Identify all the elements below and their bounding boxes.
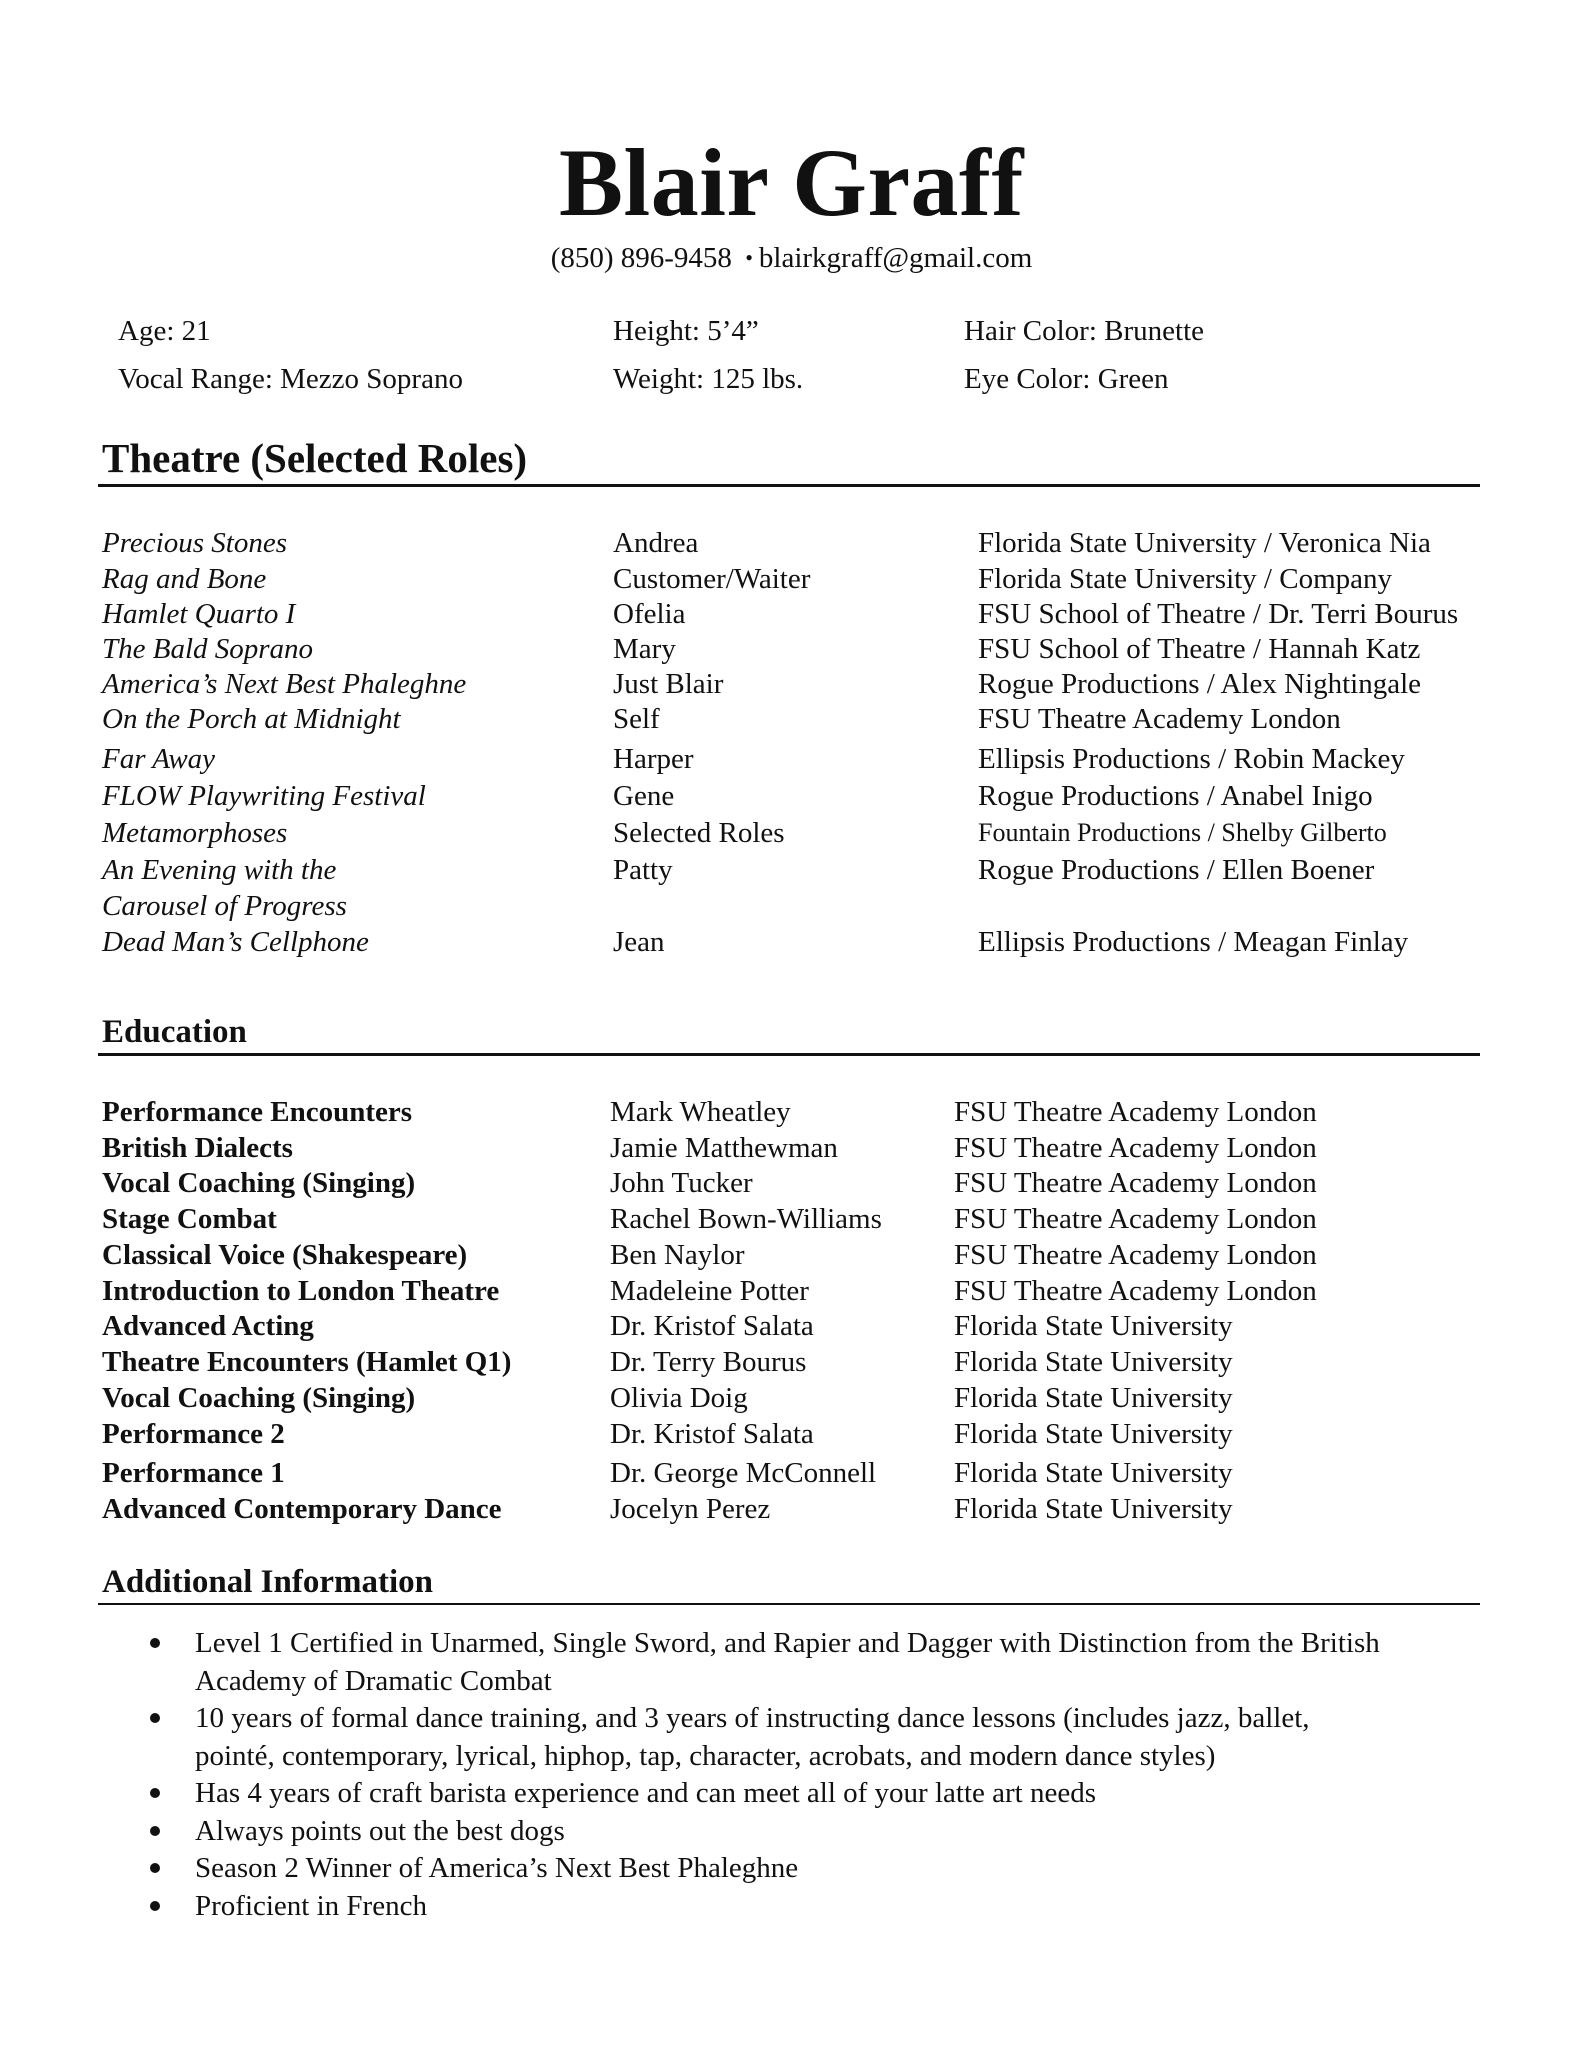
course-name: Stage Combat [102, 1203, 277, 1235]
institution-name: FSU Theatre Academy London [954, 1132, 1317, 1164]
institution-name: Florida State University [954, 1418, 1233, 1450]
theatre-row [0, 631, 1583, 667]
show-title: Far Away [102, 743, 216, 775]
list-item-text: Level 1 Certified in Unarmed, Single Sword, and Rapier and Dagger with Distinction from the British [195, 1627, 1380, 1659]
education-row [0, 1201, 1583, 1237]
list-item-text-continued: Academy of Dramatic Combat [195, 1664, 552, 1697]
role-name: Self [613, 703, 660, 735]
additional-info-list [0, 1625, 1583, 1925]
instructor-name: Olivia Doig [610, 1382, 748, 1414]
list-item [0, 1813, 1583, 1851]
theatre-row [0, 596, 1583, 632]
show-title-continued: Carousel of Progress [102, 890, 347, 922]
company-director: Ellipsis Productions / Meagan Finlay [978, 926, 1409, 958]
education-row [0, 1165, 1583, 1201]
instructor-name: Jocelyn Perez [610, 1493, 771, 1525]
bullet-icon [150, 1826, 160, 1836]
company-director: Ellipsis Productions / Robin Mackey [978, 743, 1405, 775]
role-name: Selected Roles [613, 817, 785, 849]
company-director: FSU Theatre Academy London [978, 703, 1341, 735]
theatre-row-continuation [0, 888, 1583, 924]
course-name: Theatre Encounters (Hamlet Q1) [102, 1346, 512, 1378]
institution-name: Florida State University [954, 1346, 1233, 1378]
company-director: Florida State University / Veronica Nia [978, 527, 1431, 559]
institution-name: FSU Theatre Academy London [954, 1203, 1317, 1235]
list-item [0, 1888, 1583, 1926]
bullet-icon [150, 1788, 160, 1798]
additional-info-section-title: Additional Information [102, 1564, 433, 1600]
show-title: Metamorphoses [102, 817, 288, 849]
stat-age: Age: 21 [118, 315, 211, 347]
contact-separator: • [745, 245, 753, 270]
instructor-name: John Tucker [610, 1167, 753, 1199]
list-item-text: Season 2 Winner of America’s Next Best Phaleghne [195, 1852, 799, 1884]
course-name: Vocal Coaching (Singing) [102, 1167, 416, 1199]
education-row [0, 1308, 1583, 1344]
course-name: Performance 2 [102, 1418, 285, 1450]
show-title: The Bald Soprano [102, 633, 314, 665]
instructor-name: Rachel Bown-Williams [610, 1203, 882, 1235]
show-title: Hamlet Quarto I [102, 598, 296, 630]
theatre-row [0, 815, 1583, 851]
show-title: Precious Stones [102, 527, 287, 559]
education-row [0, 1416, 1583, 1452]
institution-name: Florida State University [954, 1493, 1233, 1525]
phone-number: (850) 896-9458 [550, 242, 732, 274]
bullet-icon [150, 1638, 160, 1648]
show-title: America’s Next Best Phaleghne [102, 668, 467, 700]
institution-name: Florida State University [954, 1382, 1233, 1414]
course-name: British Dialects [102, 1132, 293, 1164]
company-director: Florida State University / Company [978, 563, 1393, 595]
instructor-name: Ben Naylor [610, 1239, 745, 1271]
education-row [0, 1273, 1583, 1309]
show-title: FLOW Playwriting Festival [102, 780, 426, 812]
role-name: Gene [613, 780, 675, 812]
education-divider [98, 1053, 1480, 1056]
theatre-row [0, 525, 1583, 561]
company-director: FSU School of Theatre / Dr. Terri Bourus [978, 598, 1459, 630]
instructor-name: Madeleine Potter [610, 1275, 809, 1307]
course-name: Advanced Contemporary Dance [102, 1493, 502, 1525]
company-director: FSU School of Theatre / Hannah Katz [978, 633, 1421, 665]
theatre-divider [98, 484, 1480, 487]
theatre-row [0, 852, 1583, 888]
course-name: Classical Voice (Shakespeare) [102, 1239, 468, 1271]
institution-name: FSU Theatre Academy London [954, 1096, 1317, 1128]
list-item-text: Always points out the best dogs [195, 1814, 565, 1847]
stat-eye-color: Eye Color: Green [964, 363, 1169, 395]
education-row [0, 1094, 1583, 1130]
contact-line [0, 240, 1583, 276]
list-item [0, 1850, 1583, 1888]
education-row [0, 1455, 1583, 1491]
instructor-name: Dr. Kristof Salata [610, 1418, 814, 1450]
institution-name: FSU Theatre Academy London [954, 1239, 1317, 1271]
show-title: An Evening with the [102, 854, 337, 886]
education-section-title: Education [102, 1014, 247, 1050]
bullet-icon [150, 1901, 160, 1911]
instructor-name: Dr. Kristof Salata [610, 1310, 814, 1342]
bullet-icon [150, 1713, 160, 1723]
list-item-text: 10 years of formal dance training, and 3 years of instructing dance lessons (includes jazz, ballet, [195, 1702, 1310, 1734]
resume-name: Blair Graff [559, 129, 1024, 236]
course-name: Introduction to London Theatre [102, 1275, 500, 1307]
company-director: Rogue Productions / Ellen Boener [978, 854, 1375, 886]
role-name: Ofelia [613, 598, 686, 630]
list-item-text-continued: pointé, contemporary, lyrical, hiphop, tap, character, acrobats, and modern dance styles) [195, 1739, 1216, 1772]
course-name: Performance 1 [102, 1457, 285, 1489]
company-director: Rogue Productions / Anabel Inigo [978, 780, 1373, 812]
list-item [0, 1775, 1583, 1813]
instructor-name: Dr. George McConnell [610, 1457, 877, 1489]
bullet-icon [150, 1863, 160, 1873]
stat-hair-color: Hair Color: Brunette [964, 315, 1205, 347]
instructor-name: Jamie Matthewman [610, 1132, 838, 1164]
additional-info-divider [98, 1603, 1480, 1605]
course-name: Vocal Coaching (Singing) [102, 1382, 416, 1414]
education-row [0, 1237, 1583, 1273]
stat-vocal-range: Vocal Range: Mezzo Soprano [118, 363, 463, 395]
course-name: Advanced Acting [102, 1310, 314, 1342]
education-row [0, 1344, 1583, 1380]
role-name: Jean [613, 926, 665, 958]
show-title: Rag and Bone [102, 563, 267, 595]
institution-name: Florida State University [954, 1457, 1233, 1489]
education-row [0, 1491, 1583, 1527]
course-name: Performance Encounters [102, 1096, 413, 1128]
list-item [0, 1625, 1583, 1700]
role-name: Patty [613, 854, 673, 886]
list-item-text: Proficient in French [195, 1889, 427, 1922]
theatre-row [0, 924, 1583, 960]
institution-name: Florida State University [954, 1310, 1233, 1342]
list-item-text: Has 4 years of craft barista experience and can meet all of your latte art needs [195, 1777, 1096, 1809]
company-director: Rogue Productions / Alex Nightingale [978, 668, 1422, 700]
show-title: Dead Man’s Cellphone [102, 926, 369, 958]
company-director: Fountain Productions / Shelby Gilberto [978, 818, 1387, 847]
education-row [0, 1380, 1583, 1416]
role-name: Just Blair [613, 668, 724, 700]
instructor-name: Mark Wheatley [610, 1096, 791, 1128]
instructor-name: Dr. Terry Bourus [610, 1346, 807, 1378]
theatre-row [0, 741, 1583, 777]
role-name: Customer/Waiter [613, 563, 811, 595]
institution-name: FSU Theatre Academy London [954, 1275, 1317, 1307]
theatre-row [0, 778, 1583, 814]
role-name: Harper [613, 743, 694, 775]
theatre-section-title: Theatre (Selected Roles) [102, 435, 528, 481]
theatre-row [0, 666, 1583, 702]
list-item [0, 1700, 1583, 1775]
stat-weight: Weight: 125 lbs. [613, 363, 804, 395]
email-address: blairkgraff@gmail.com [758, 242, 1033, 274]
show-title: On the Porch at Midnight [102, 703, 401, 735]
role-name: Andrea [613, 527, 699, 559]
education-row [0, 1130, 1583, 1166]
institution-name: FSU Theatre Academy London [954, 1167, 1317, 1199]
stat-height: Height: 5’4” [613, 315, 759, 347]
theatre-row [0, 701, 1583, 737]
role-name: Mary [613, 633, 676, 665]
theatre-row [0, 561, 1583, 597]
